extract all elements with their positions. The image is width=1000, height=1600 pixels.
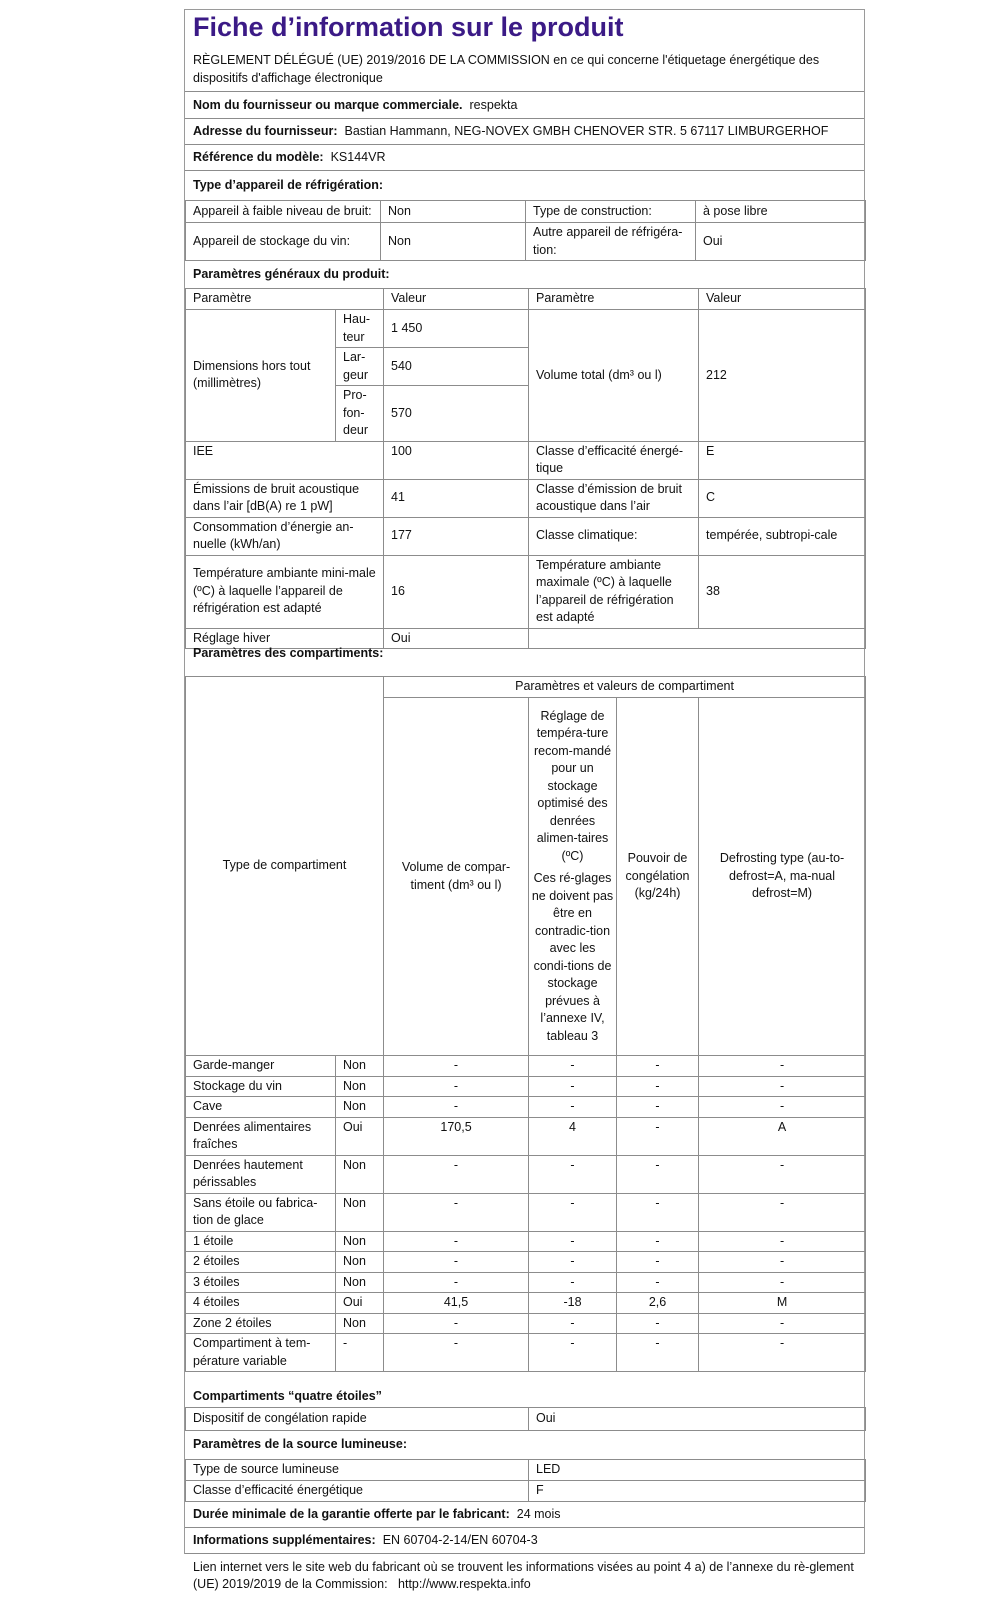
manufacturer-link-text: Lien internet vers le site web du fabricant où se trouvent les informations visées au point 4 a) de l’annexe du rè-glement (UE) 2019/2019 de la Commission: — [193, 1560, 854, 1591]
energy-label: Consommation d’énergie an-nuelle (kWh/an) — [186, 517, 384, 555]
value-header-2: Valeur — [699, 289, 866, 310]
compartment-temp-cell: - — [529, 1272, 617, 1293]
compartment-name-cell: 1 étoile — [186, 1231, 336, 1252]
efficiency-class-value: E — [699, 441, 866, 479]
eei-label: IEE — [186, 441, 384, 479]
compartment-volume-cell: - — [384, 1231, 529, 1252]
compartment-freeze-cell: - — [617, 1155, 699, 1193]
compartment-name-cell: Denrées hautement périssables — [186, 1155, 336, 1193]
compartment-name-cell: Compartiment à tem-pérature variable — [186, 1334, 336, 1372]
model-label: Référence du modèle: — [193, 150, 324, 164]
table-row — [186, 1097, 866, 1118]
noise-label: Émissions de bruit acoustique dans l’air [dB(A) re 1 pW] — [186, 479, 384, 517]
compartment-temp-cell: - — [529, 1076, 617, 1097]
compartment-defrost-cell: - — [699, 1334, 866, 1372]
compartment-volume-cell: - — [384, 1155, 529, 1193]
general-parameters-table — [185, 288, 866, 649]
compartment-name-cell: Cave — [186, 1097, 336, 1118]
manufacturer-link-row — [185, 1553, 864, 1599]
tmin-label: Température ambiante mini-male (ºC) à laquelle l’appareil de réfrigération est adapté — [186, 555, 384, 628]
height-value: 1 450 — [384, 310, 529, 348]
compartment-temp-cell: - — [529, 1097, 617, 1118]
volume-header: Volume de compar-timent (dm³ ou l) — [384, 698, 529, 1056]
compartments-table — [185, 676, 866, 1372]
winter-value: Oui — [384, 628, 529, 649]
compartment-volume-cell: - — [384, 1313, 529, 1334]
compartment-defrost-cell: - — [699, 1056, 866, 1077]
param-header: Paramètre — [186, 289, 384, 310]
compartment-temp-cell: -18 — [529, 1293, 617, 1314]
model-value: KS144VR — [330, 150, 386, 164]
compartment-volume-cell: 41,5 — [384, 1293, 529, 1314]
four-star-heading: Compartiments “quatre étoiles” — [193, 1388, 382, 1403]
compartment-present-cell: Non — [336, 1056, 384, 1077]
compartment-temp-cell: 4 — [529, 1117, 617, 1155]
compartment-name-cell: Denrées alimentaires fraîches — [186, 1117, 336, 1155]
tmax-value: 38 — [699, 555, 866, 628]
fast-freeze-table — [185, 1407, 866, 1431]
light-type-label: Type de source lumineuse — [186, 1460, 529, 1481]
wine-label: Appareil de stockage du vin: — [186, 223, 381, 261]
table-row — [186, 1334, 866, 1372]
compartment-present-cell: Non — [336, 1231, 384, 1252]
width-label: Lar-geur — [336, 348, 384, 386]
warranty-value: 24 mois — [516, 1506, 561, 1521]
compartment-present-cell: Non — [336, 1252, 384, 1273]
construction-label: Type de construction: — [526, 201, 696, 223]
value-header: Valeur — [384, 289, 529, 310]
climate-value: tempérée, subtropi-cale — [699, 517, 866, 555]
compartment-name-cell: 4 étoiles — [186, 1293, 336, 1314]
regulation-subtitle: RÈGLEMENT DÉLÉGUÉ (UE) 2019/2016 DE LA COMMISSION en ce qui concerne l'étiquetage énergétique des dispositifs d'affichage électronique — [193, 53, 820, 85]
table-row — [186, 1193, 866, 1231]
compartment-name-cell: Stockage du vin — [186, 1076, 336, 1097]
compartment-volume-cell: 170,5 — [384, 1117, 529, 1155]
compartment-name-cell: 2 étoiles — [186, 1252, 336, 1273]
low-noise-label: Appareil à faible niveau de bruit: — [186, 201, 381, 223]
table-row — [186, 1252, 866, 1273]
table-row — [186, 1155, 866, 1193]
compartment-name-cell: Sans étoile ou fabrica-tion de glace — [186, 1193, 336, 1231]
appliance-type-heading: Type d’appareil de réfrigération: — [185, 170, 864, 200]
compartment-freeze-cell: - — [617, 1334, 699, 1372]
compartment-temp-cell: - — [529, 1056, 617, 1077]
compartment-temp-cell: - — [529, 1252, 617, 1273]
wine-value: Non — [381, 223, 526, 261]
light-source-table — [185, 1459, 866, 1502]
compartment-volume-cell: - — [384, 1097, 529, 1118]
compartment-temp-cell: - — [529, 1231, 617, 1252]
compartment-freeze-cell: - — [617, 1056, 699, 1077]
compartment-defrost-cell: - — [699, 1231, 866, 1252]
compartment-present-cell: Non — [336, 1076, 384, 1097]
supplier-label: Nom du fournisseur ou marque commerciale. — [193, 97, 463, 112]
table-row — [186, 1117, 866, 1155]
appliance-type-table — [185, 200, 866, 261]
table-row — [186, 1056, 866, 1077]
efficiency-class-label: Classe d’efficacité énergé-tique — [529, 441, 699, 479]
table-row — [186, 1076, 866, 1097]
other-label: Autre appareil de réfrigéra-tion: — [526, 223, 696, 261]
table-row — [186, 1313, 866, 1334]
compartment-volume-cell: - — [384, 1076, 529, 1097]
other-value: Oui — [696, 223, 866, 261]
model-row — [185, 144, 864, 170]
compartment-present-cell: Non — [336, 1313, 384, 1334]
temp-header-text: Réglage de tempéra-ture recom-mandé pour un stockage optimisé des denrées alimen-taires (ºC) — [533, 708, 612, 863]
param-header-2: Paramètre — [529, 289, 699, 310]
compartment-volume-cell: - — [384, 1193, 529, 1231]
compartment-defrost-cell: - — [699, 1193, 866, 1231]
freeze-header: Pouvoir de congélation (kg/24h) — [617, 698, 699, 1056]
compartment-volume-cell: - — [384, 1272, 529, 1293]
table-row — [186, 1231, 866, 1252]
compartment-temp-cell: - — [529, 1313, 617, 1334]
depth-value: 570 — [384, 386, 529, 442]
compartment-temp-cell: - — [529, 1334, 617, 1372]
compartment-freeze-cell: - — [617, 1272, 699, 1293]
compartment-defrost-cell: - — [699, 1097, 866, 1118]
address-row — [185, 118, 864, 144]
compartment-freeze-cell: - — [617, 1193, 699, 1231]
compartment-volume-cell: - — [384, 1056, 529, 1077]
fast-freeze-label: Dispositif de congélation rapide — [186, 1408, 529, 1431]
fast-freeze-value: Oui — [529, 1408, 866, 1431]
light-type-value: LED — [529, 1460, 866, 1481]
height-label: Hau-teur — [336, 310, 384, 348]
compartment-present-cell: Oui — [336, 1293, 384, 1314]
compartment-name-cell: 3 étoiles — [186, 1272, 336, 1293]
compartment-freeze-cell: - — [617, 1097, 699, 1118]
compartment-name-cell: Garde-manger — [186, 1056, 336, 1077]
volume-label: Volume total (dm³ ou l) — [529, 310, 699, 442]
compartment-defrost-cell: - — [699, 1252, 866, 1273]
tmin-value: 16 — [384, 555, 529, 628]
compartment-present-cell: Non — [336, 1097, 384, 1118]
compartment-defrost-cell: - — [699, 1076, 866, 1097]
compartment-defrost-cell: - — [699, 1155, 866, 1193]
compartment-defrost-cell: A — [699, 1117, 866, 1155]
compartment-freeze-cell: - — [617, 1231, 699, 1252]
compartment-present-cell: Non — [336, 1193, 384, 1231]
light-class-label: Classe d’efficacité énergétique — [186, 1481, 529, 1502]
type-header: Type de compartiment — [186, 677, 384, 1056]
noise-class-value: C — [699, 479, 866, 517]
compartment-temp-cell: - — [529, 1193, 617, 1231]
compartment-name-cell: Zone 2 étoiles — [186, 1313, 336, 1334]
light-class-value: F — [529, 1481, 866, 1502]
construction-value: à pose libre — [696, 201, 866, 223]
noise-class-label: Classe d’émission de bruit acoustique dans l’air — [529, 479, 699, 517]
compartment-volume-cell: - — [384, 1334, 529, 1372]
compartment-present-cell: - — [336, 1334, 384, 1372]
additional-info-label: Informations supplémentaires: — [193, 1533, 376, 1547]
warranty-label: Durée minimale de la garantie offerte par le fabricant: — [193, 1506, 510, 1521]
defrost-header: Defrosting type (au-to-defrost=A, ma-nual defrost=M) — [699, 698, 866, 1056]
dimensions-label: Dimensions hors tout (millimètres) — [186, 310, 336, 442]
compartment-freeze-cell: - — [617, 1117, 699, 1155]
climate-label: Classe climatique: — [529, 517, 699, 555]
table-row — [186, 1272, 866, 1293]
compartment-present-cell: Oui — [336, 1117, 384, 1155]
compartment-volume-cell: - — [384, 1252, 529, 1273]
table-row — [186, 1293, 866, 1314]
supplier-value: respekta — [469, 97, 518, 112]
page-title: Fiche d’information sur le produit — [193, 12, 624, 42]
compartment-defrost-cell: - — [699, 1272, 866, 1293]
group-header: Paramètres et valeurs de compartiment — [384, 677, 866, 698]
low-noise-value: Non — [381, 201, 526, 223]
eei-value: 100 — [384, 441, 529, 479]
temp-header-note: Ces ré-glages ne doivent pas être en contradic-tion avec les condi-tions de stockage prévues à l’annexe IV, tableau 3 — [531, 871, 614, 1043]
manufacturer-link[interactable]: http://www.respekta.info — [398, 1577, 531, 1591]
address-label: Adresse du fournisseur: — [193, 124, 338, 138]
compartment-present-cell: Non — [336, 1155, 384, 1193]
width-value: 540 — [384, 348, 529, 386]
compartment-freeze-cell: - — [617, 1076, 699, 1097]
compartment-freeze-cell: 2,6 — [617, 1293, 699, 1314]
light-heading: Paramètres de la source lumineuse: — [193, 1437, 407, 1451]
compartment-freeze-cell: - — [617, 1252, 699, 1273]
energy-value: 177 — [384, 517, 529, 555]
warranty-row — [185, 1501, 864, 1527]
compartments-heading: Paramètres des compartiments: — [193, 645, 384, 660]
compartment-temp-cell: - — [529, 1155, 617, 1193]
supplier-row — [185, 91, 864, 118]
temp-header — [529, 698, 617, 1056]
depth-label: Pro-fon-deur — [336, 386, 384, 442]
compartment-defrost-cell: - — [699, 1313, 866, 1334]
winter-label: Réglage hiver — [186, 628, 384, 649]
compartment-defrost-cell: M — [699, 1293, 866, 1314]
tmax-label: Température ambiante maximale (ºC) à laquelle l’appareil de réfrigération est adapté — [529, 555, 699, 628]
additional-info-value: EN 60704-2-14/EN 60704-3 — [382, 1533, 538, 1547]
general-heading: Paramètres généraux du produit: — [193, 266, 390, 281]
noise-value: 41 — [384, 479, 529, 517]
volume-value: 212 — [699, 310, 866, 442]
compartment-present-cell: Non — [336, 1272, 384, 1293]
address-value: Bastian Hammann, NEG-NOVEX GMBH CHENOVER STR. 5 67117 LIMBURGERHOF — [344, 124, 829, 138]
compartment-freeze-cell: - — [617, 1313, 699, 1334]
additional-info-row — [185, 1527, 864, 1553]
